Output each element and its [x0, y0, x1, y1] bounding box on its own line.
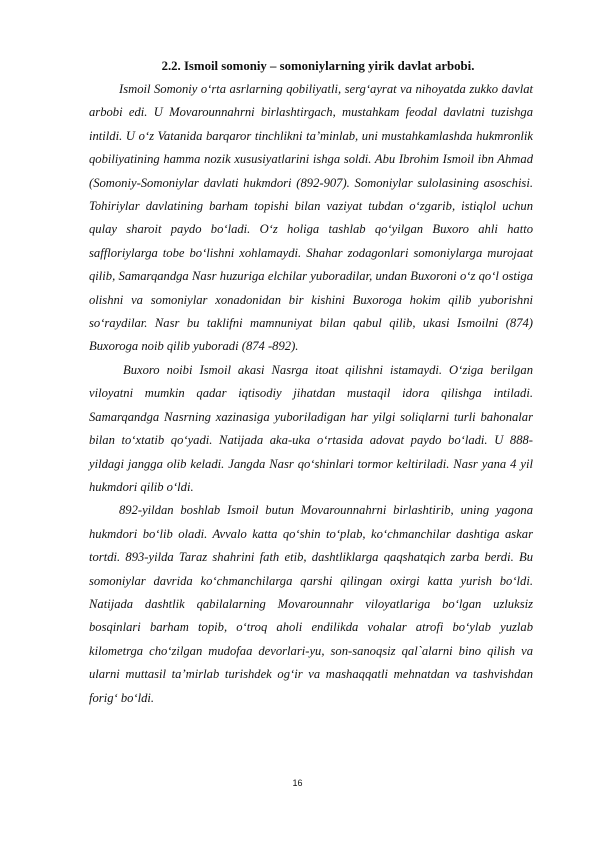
paragraph-3: 892-yildan boshlab Ismoil butun Movarounnahrni birlashtirib, uning yagona hukmdori bo‘lib oladi. Avvalo katta qo‘shin to‘plab, ko‘chmanchilar dashtiga askar tortdi. 893-yilda Taraz shahrini fath etib, dashtliklarga qaqshatqich zarba berdi. Bu somoniylar davrida ko‘chmanchilarga qarshi qilingan oxirgi katta yurish bo‘ldi. Natijada dashtlik qabilalarning Movarounnahr viloyatlariga bo‘lgan uzluksiz bosqinlari barham topib, o‘troq aholi endilikda vohalar atrofi bo‘ylab yuzlab kilometrga cho‘zilgan mudofaa devorlari-yu, son-sanoqsiz qal`alarni bino qilish va ularni muttasil ta’mirlab turishdek og‘ir va mashaqqatli mehnatdan va tashvishdan forig‘ bo‘ldi. — [89, 503, 533, 705]
document-body — [89, 78, 533, 710]
page-number: 16 — [292, 778, 303, 788]
paragraph-2: Buxoro noibi Ismoil akasi Nasrga itoat qilishni istamaydi. O‘ziga berilgan viloyatni mumkin qadar iqtisodiy jihatdan mustaqil idora qilishga intiladi. Samarqandga Nasrning xazinasiga yuboriladigan har yilgi soliqlarni turli bahonalar bilan to‘xtatib qo‘yadi. Natijada aka-uka o‘rtasida adovat paydo bo‘ladi. U 888-yildagi jangga olib keladi. Jangda Nasr qo‘shinlari tormor keltiriladi. Nasr yana 4 yil hukmdori qilib o‘ldi. — [89, 362, 533, 494]
section-heading: 2.2. Ismoil somoniy – somoniylarning yirik davlat arbobi. — [161, 59, 475, 73]
paragraph-1: Ismoil Somoniy o‘rta asrlarning qobiliyatli, serg‘ayrat va nihoyatda zukko davlat arbobi edi. U Movarounnahrni birlashtirgach, mustahkam feodal davlatni tuzishga intildi. U o‘z Vatanida barqaror tinchlikni ta’minlab, uni mustahkamlashda hukmronlik qobiliyatining hamma nozik xususiyatlarini ishga soldi. Abu Ibrohim Ismoil ibn Ahmad (Somoniy-Somoniylar davlati hukmdori (892-907). Somoniylar sulolasining asoschisi. Tohiriylar davlatining barham topishi bilan vaziyat tubdan o‘zgarib, istiqlol uchun qulay sharoit paydo bo‘ladi. O‘z holiga tashlab qo‘yilgan Buxoro ahli hatto saffloriylarga tobe bo‘lishni xohlamaydi. Shahar zodagonlari somoniylarga murojaat qilib, Samarqandga Nasr huzuriga elchilar yuboradilar, undan Buxoroni o‘z qo‘l ostiga olishni va somoniylar xonadonidan bir kishini Buxoroga hokim qilib yuborishni so‘raydilar. Nasr bu taklifni mamnuniyat bilan qabul qilib, ukasi Ismoilni (874) Buxoroga noib qilib yuboradi (874 -892). — [89, 82, 533, 354]
